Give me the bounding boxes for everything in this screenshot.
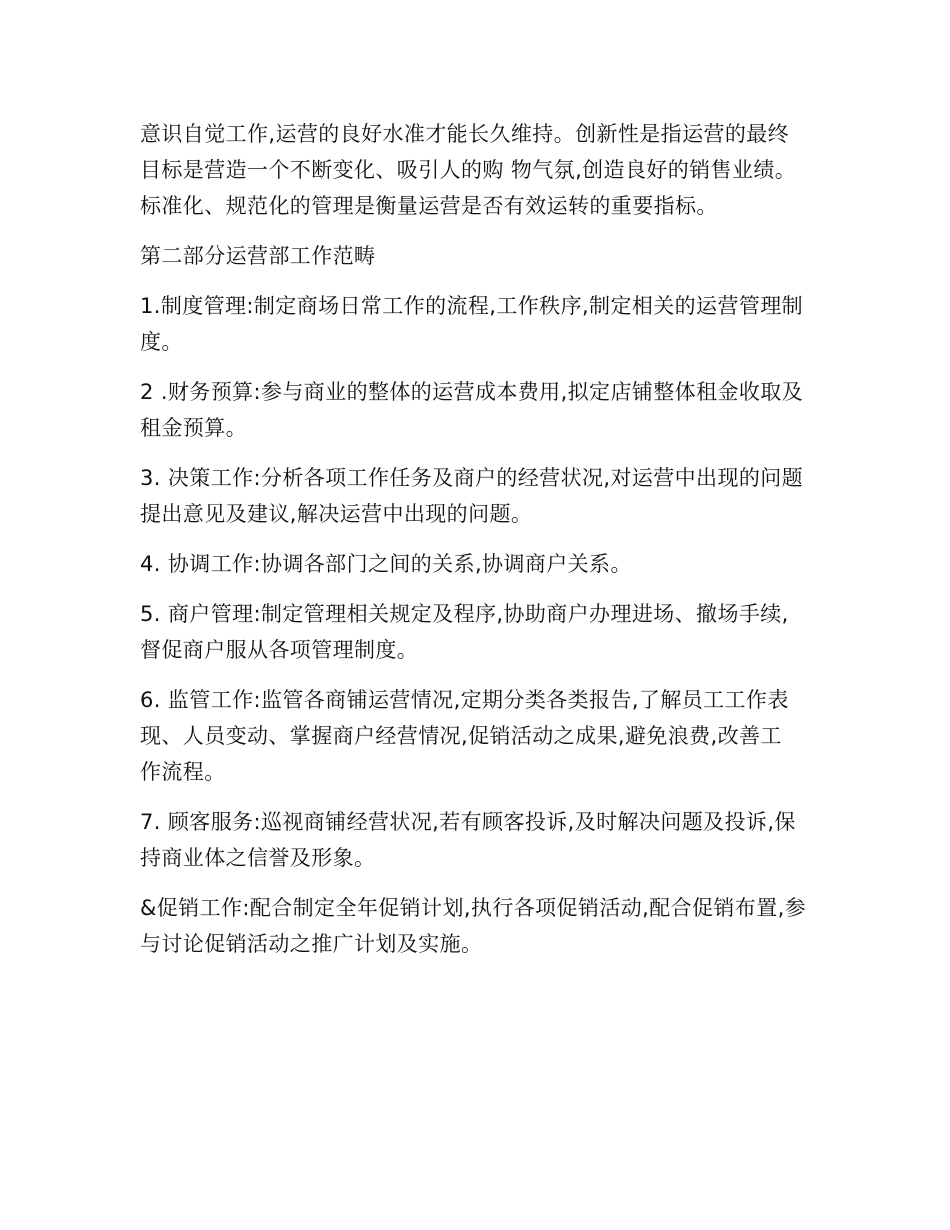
item-merchant-management: 5. 商户管理:制定管理相关规定及程序,协助商户办理进场、撤场手续,督促商户服从各项管理制度。 <box>140 602 789 662</box>
item-system-management: 1.制度管理:制定商场日常工作的流程,工作秩序,制定相关的运营管理制度。 <box>140 294 804 354</box>
item-coordination-work: 4. 协调工作:协调各部门之间的关系,协调商户关系。 <box>140 552 632 576</box>
item-financial-budget: 2 .财务预算:参与商业的整体的运营成本费用,拟定店铺整体租金收取及租金预算。 <box>140 380 804 440</box>
document-page <box>140 116 810 962</box>
item-supervision-work: 6. 监管工作:监管各商铺运营情况,定期分类各类报告,了解员工工作表现、人员变动、掌握商户经营情况,促销活动之成果,避免浪费,改善工 作流程。 <box>140 688 789 784</box>
section-heading: 第二部分运营部工作范畴 <box>140 244 376 268</box>
item-promotion-work: &促销工作:配合制定全年促销计划,执行各项促销活动,配合促销布置,参与讨论促销活动之推广计划及实施。 <box>140 896 807 956</box>
intro-paragraph: 意识自觉工作,运营的良好水准才能长久维持。创新性是指运营的最终目标是营造一个不断变化、吸引人的购 物气氛,创造良好的销售业绩。标准化、规范化的管理是衡量运营是否有效运转的重要指标。 <box>140 122 797 218</box>
item-customer-service: 7. 顾客服务:巡视商铺经营状况,若有顾客投诉,及时解决问题及投诉,保持商业体之信誉及形象。 <box>140 810 796 870</box>
item-decision-work: 3. 决策工作:分析各项工作任务及商户的经营状况,对运营中出现的问题提出意见及建议,解决运营中出现的问题。 <box>140 466 804 526</box>
